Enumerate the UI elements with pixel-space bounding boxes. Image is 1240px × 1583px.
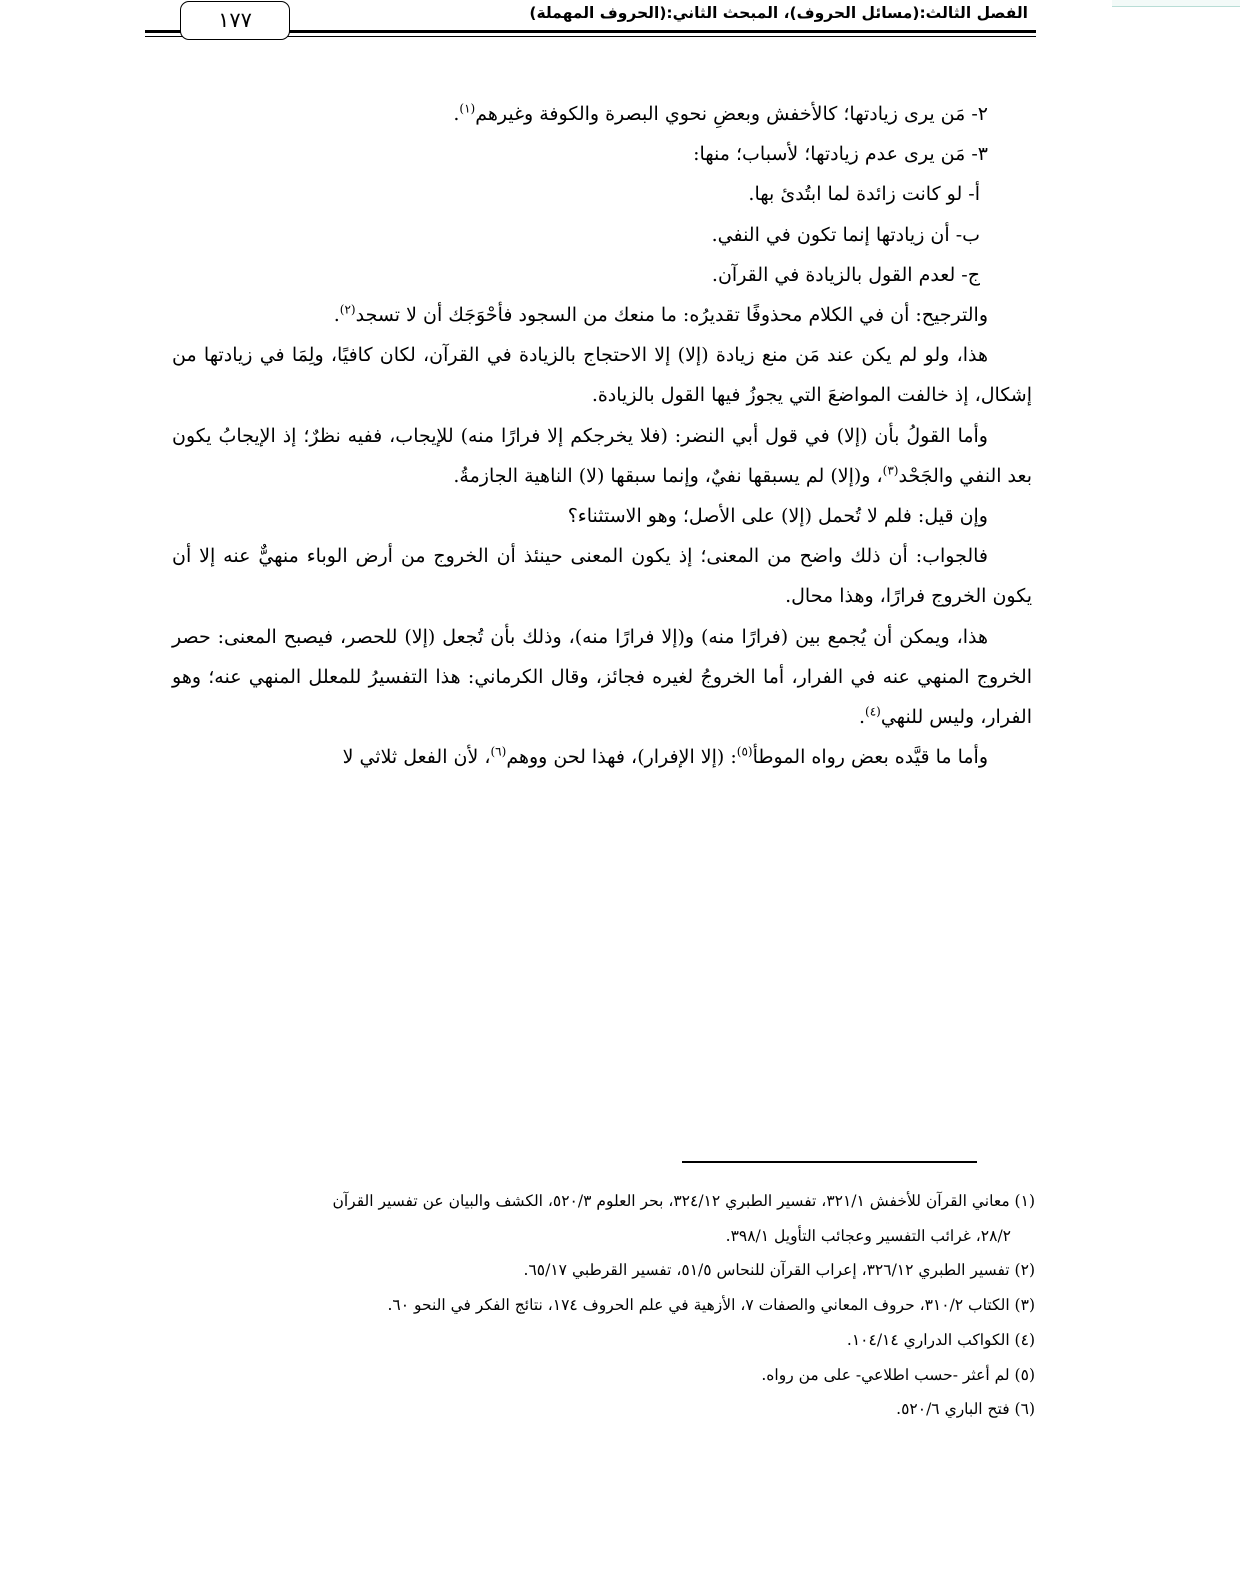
footnote-2: (٢) تفسير الطبري ٣٢٦/١٢، إعراب القرآن للنحاس ٥١/٥، تفسير القرطبي ٦٥/١٧. — [523, 1261, 1035, 1280]
footnotes — [150, 1184, 1035, 1427]
paragraph-12-text-b: : (إلا الإفرار)، فهذا لحن ووهم — [506, 746, 737, 769]
paragraph-11-text: هذا، ويمكن أن يُجمع بين (فرارًا منه) و(إلا فرارًا منه)، وذلك بأن تُجعل (إلا) للحصر، فيصبح المعنى: حصر الخروج المنهي عنه في الفرار، أما الخروجُ لغيره فجائز، وقال الكرماني: هذا التفسيرُ للمعلل المنهي عنه؛ وهو الفرار، وليس للنهي — [172, 625, 1032, 729]
footnote-5: (٥) لم أعثر -حسب اطلاعي- على من رواه. — [761, 1365, 1035, 1384]
paragraph-12 — [172, 737, 1032, 777]
paragraph-4: ب- أن زيادتها إنما تكون في النفي. — [711, 223, 980, 246]
chapter-header-title: الفصل الثالث:(مسائل الحروف)، المبحث الثاني:(الحروف المهملة) — [529, 4, 1028, 22]
paragraph-8-end: ، و(إلا) لم يسبقها نفيٌ، وإنما سبقها (لا) الناهية الجازمةُ. — [453, 464, 883, 487]
paragraph-6-text: والترجيح: أن في الكلام محذوفًا تقديرُه: ما منعك من السجود فأحْوَجَك أن لا تسجد — [355, 304, 988, 327]
footnote-ref-2: (٢) — [339, 302, 356, 317]
footnote-separator — [682, 1161, 977, 1163]
paragraph-6-end: . — [333, 304, 340, 327]
paragraph-12-text-c: ، لأن الفعل ثلاثي لا — [342, 746, 491, 769]
paragraph-3: أ- لو كانت زائدة لما ابتُدئ بها. — [748, 183, 980, 206]
paragraph-7: هذا، ولو لم يكن عند مَن منع زيادة (إلا) إلا الاحتجاج بالزيادة في القرآن، لكان كافيًا، ولِمَا في زيادتها من إشكال، إذ خالفت المواضعَ التي يجوزُ فيها القول بالزيادة. — [172, 344, 1032, 407]
page-corner-mark — [1112, 0, 1240, 7]
paragraph-10: فالجواب: أن ذلك واضح من المعنى؛ إذ يكون المعنى حينئذ أن الخروج من أرض الوباء منهيٌّ عنه إلا أن يكون الخروج فرارًا، وهذا محال. — [172, 545, 1032, 608]
paragraph-12-text-a: وأما ما قيَّده بعض رواه الموطأ — [752, 746, 988, 769]
paragraph-8-text: وأما القولُ بأن (إلا) في قول أبي النضر: (فلا يخرجكم إلا فرارًا منه) للإيجاب، ففيه نظرٌ؛ إذ الإيجابُ يكون بعد النفي والجَحْد — [172, 424, 1032, 487]
footnote-ref-3: (٣) — [882, 463, 899, 478]
footnote-3: (٣) الكتاب ٣١٠/٢، حروف المعاني والصفات ٧، الأزهية في علم الحروف ١٧٤، نتائج الفكر في النحو ٦٠. — [387, 1296, 1035, 1315]
footnote-4: (٤) الكواكب الدراري ١٠٤/١٤. — [846, 1330, 1035, 1349]
paragraph-11 — [172, 617, 1032, 738]
paragraph-1-text: ٢- مَن يرى زيادتها؛ كالأخفش وبعضِ نحوي البصرة والكوفة وغيرهم — [475, 103, 988, 125]
footnote-ref-1: (١) — [459, 101, 476, 116]
page-number: ١٧٧ — [180, 1, 290, 40]
footnote-6: (٦) فتح الباري ٥٢٠/٦. — [896, 1400, 1035, 1419]
main-text — [172, 94, 1032, 777]
paragraph-9: وإن قيل: فلم لا تُحمل (إلا) على الأصل؛ وهو الاستثناء؟ — [567, 505, 988, 528]
footnote-ref-4: (٤) — [865, 704, 881, 719]
paragraph-6 — [172, 295, 1032, 335]
footnote-1: (١) معاني القرآن للأخفش ٣٢١/١، تفسير الطبري ٣٢٤/١٢، بحر العلوم ٥٢٠/٣، الكشف والبيان عن تفسير القرآن — [332, 1192, 1035, 1210]
footnote-ref-6: (٦) — [490, 744, 507, 759]
footnote-1-continued: ٢٨/٢، غرائب التفسير وعجائب التأويل ٣٩٨/١. — [725, 1226, 1011, 1245]
footnote-ref-5: (٥) — [736, 744, 753, 759]
paragraph-8 — [172, 416, 1032, 496]
paragraph-1 — [172, 94, 1032, 134]
paragraph-5: ج- لعدم القول بالزيادة في القرآن. — [711, 263, 980, 286]
paragraph-11-end: . — [858, 706, 866, 729]
paragraph-1-end: . — [453, 103, 460, 125]
paragraph-2: ٣- مَن يرى عدم زيادتها؛ لأسباب؛ منها: — [693, 143, 988, 166]
